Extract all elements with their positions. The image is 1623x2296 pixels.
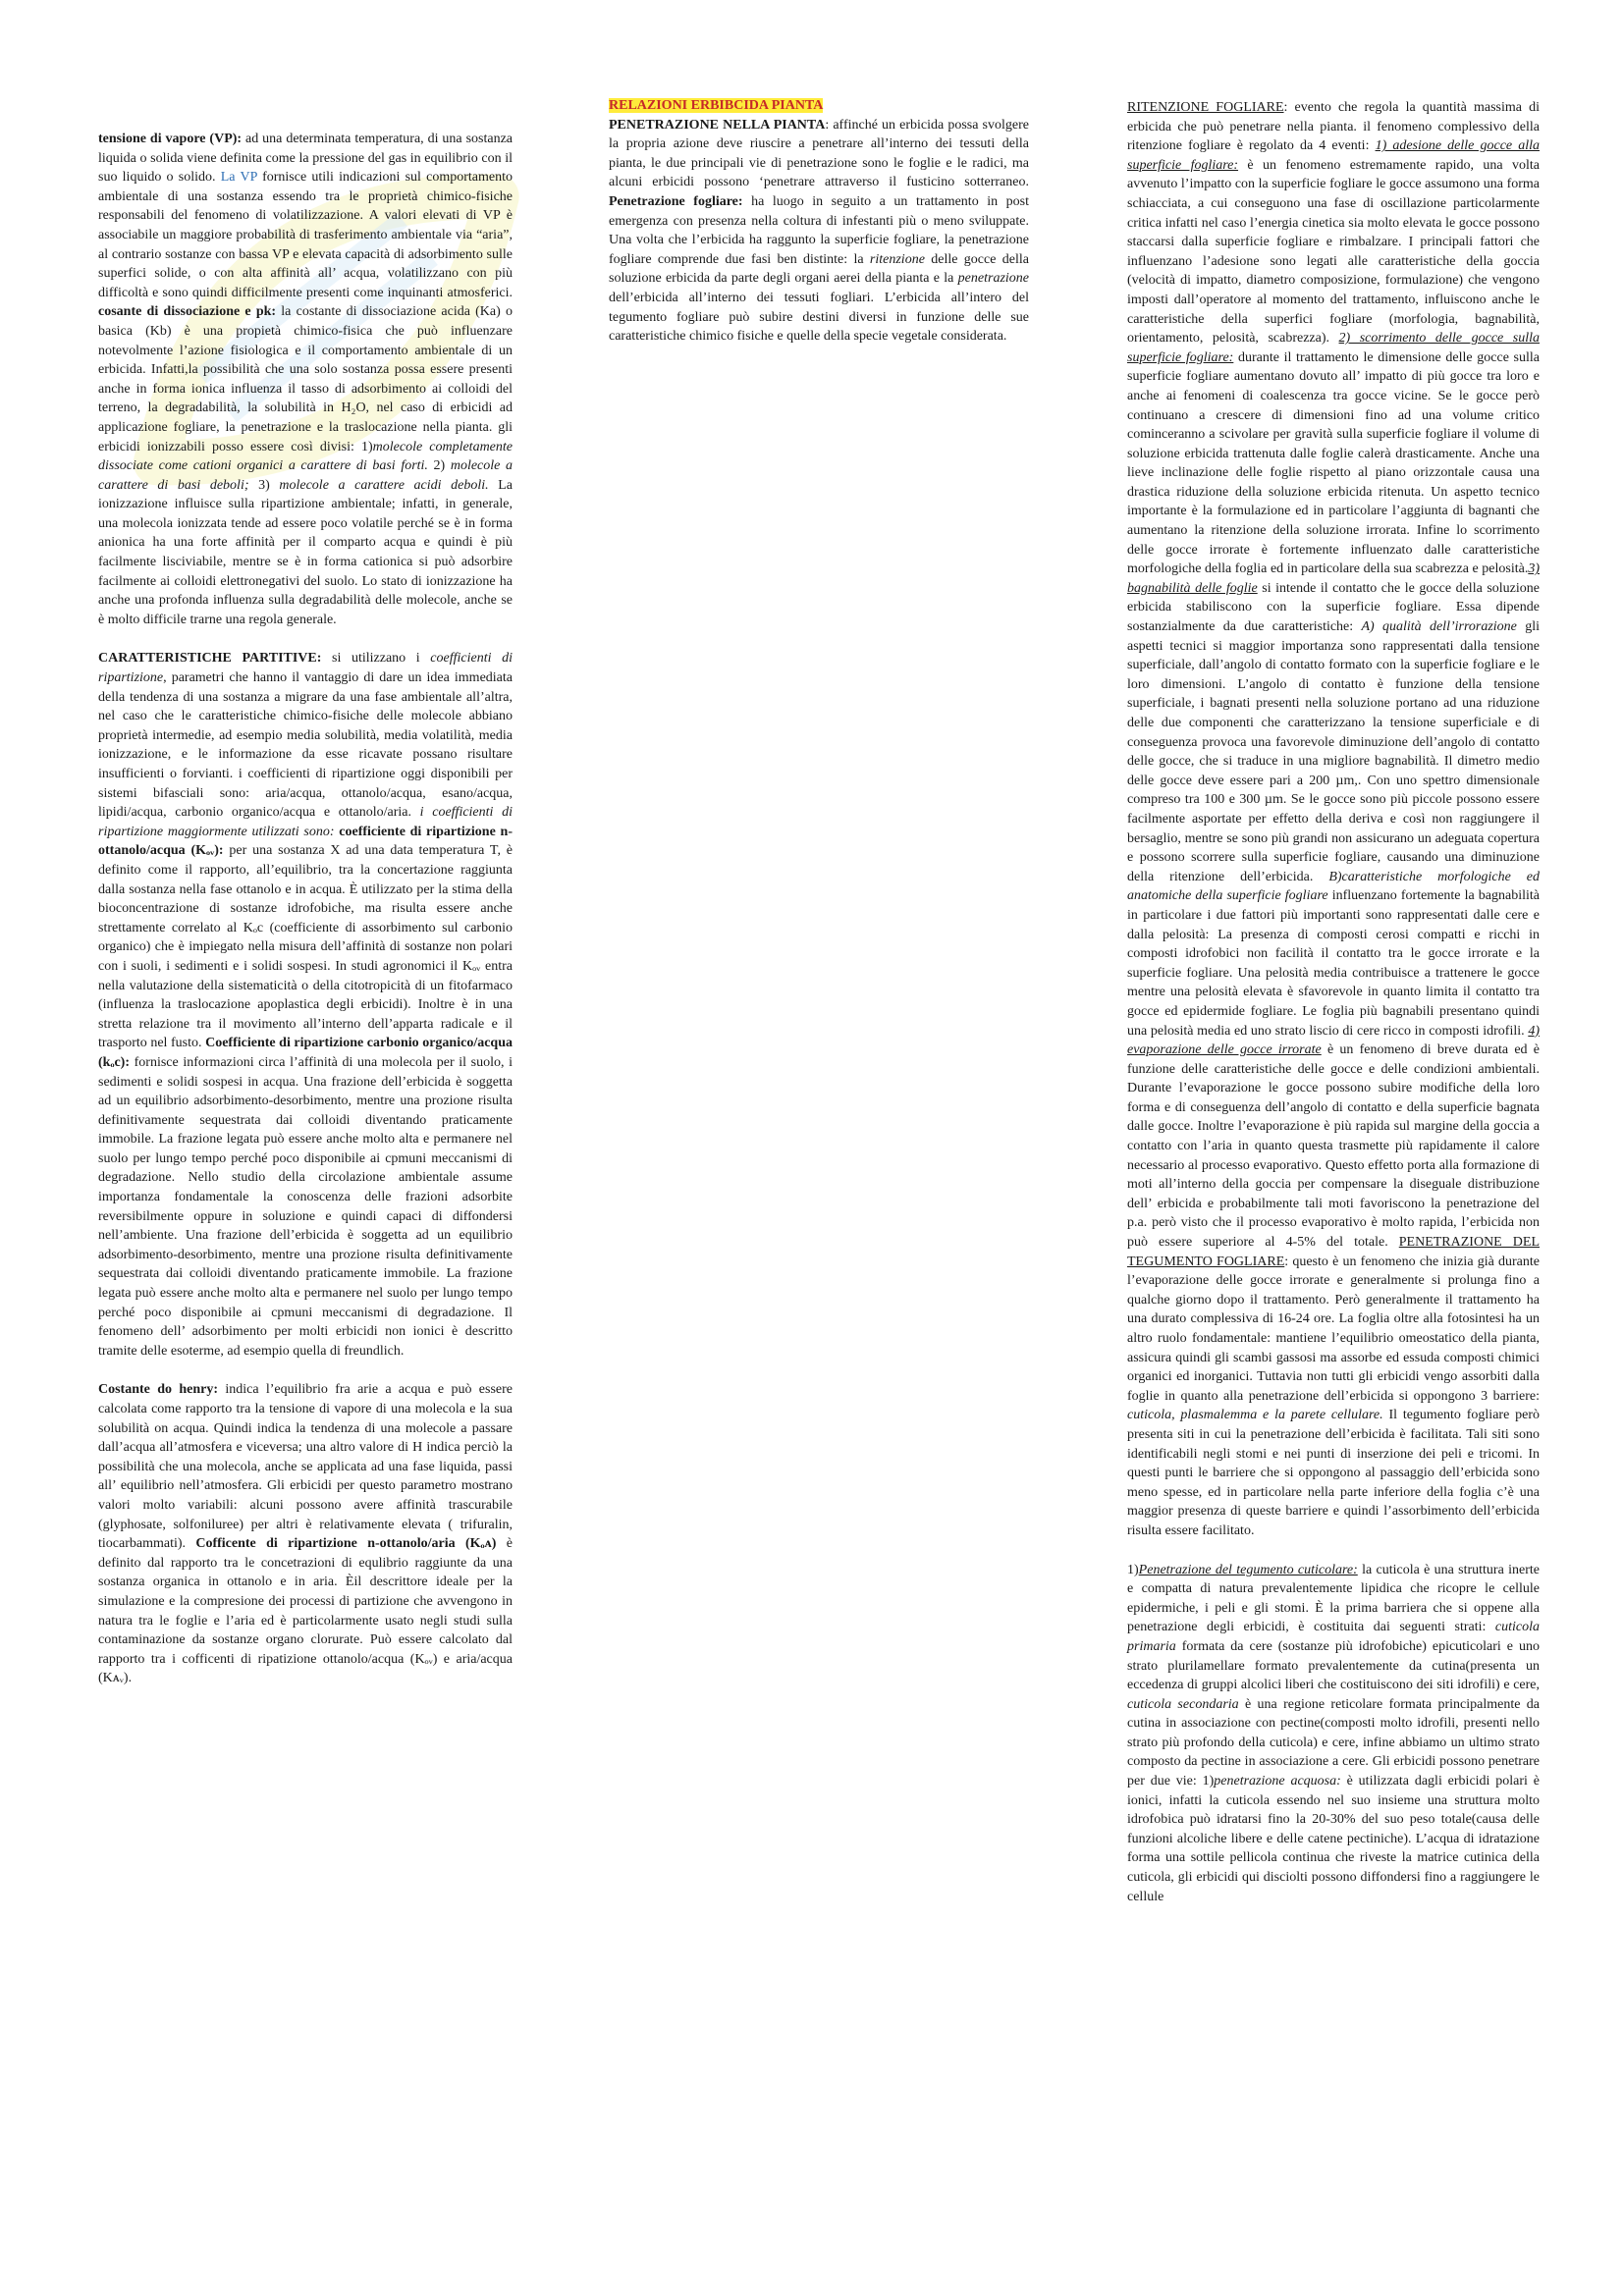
text-run: 3) — [248, 477, 280, 493]
text-run: 1) adesione delle gocce alla superficie fogliare: — [1127, 138, 1540, 173]
text-run: Penetrazione fogliare: — [609, 193, 743, 209]
text-run: fornisce utili indicazioni sul comportamento ambientale di una sostanza essendo tra le proprietà chimico-fisiche responsabili del fenomeno di volatilizzazione. A valori elevati di VP è associabile un maggiore probabilità di trasferimento ambientale via “aria”, al contrario sostanze con bassa VP e elevata capacità di adsorbimento sulle superfici solide, o con alta affinità all’ acqua, volatilizzano con più difficoltà e sono quindi difficilmente presenti come inquinanti atmosferici. — [98, 170, 513, 300]
text-run: per una sostanza X ad una data temperatura T, è definito come il rapporto, all’equilibrio, tra la concertazione raggiunta dalla sostanza nella fase ottanolo e in acqua. È utilizzato per la stima della bioconcentrazione di sostanze idrofobiche, ma risulta essere anche strettamente correlato al Kₒc (coefficiente di assorbimento sul carbonio organico) che è impiegato nella misura dell’affinità di sostanze non polari con i suoli, i sedimenti e i solidi sospesi. In studi agronomici il Kₒᵥ entra nella valutazione della sistematicità o della citotropicità di un fitofarmaco (influenza la traslocazione apoplastica degli erbicidi). Inoltre è in una stretta relazione tra il movimento all’interno dell’apparta radicale e il trasporto nel fusto. — [98, 843, 513, 1051]
text-run: La VP — [220, 170, 257, 186]
text-run: influenzano fortemente la bagnabilità in particolare i due fattori più importanti sono rappresentati dalle cere e dalla pelosità: La presenza di composti cerosi compatti e ricchi in composti idrofobici non facilità il contatto tra le gocce irrorate e la superficie fogliare. Una pelosità media contribuisce a trattenere le gocce mentre una pelosità elevata è sfavorevole in quanto limita il contatto tra gocce ed epidermide fogliare. Le foglia più bagnabili presentano quindi una pelosità media ed uno strato liscio di cere ricco in composti idrofili. — [1127, 888, 1540, 1039]
text-run: è un fenomeno estremamente rapido, una volta avvenuto l’impatto con la superficie fogliare le gocce assumono una forma schiacciata, a cui conseguono una fase di oscillazione particolarmente critica infatti nel caso l’energia cinetica sia molto elevata le gocce possono staccarsi dalla superficie fogliare e rimbalzare. I principali fattori che influenzano l’adesione sono legati alle caratteristiche della goccia (velocità di impatto, diametro composizione, formulazione) che vengono imposti dall’operatore al momento del trattamento, influiscono anche le caratteristiche della superfici fogliare (morfologia, bagnabilità, orientamento, pelosità, scabrezza). — [1127, 157, 1540, 347]
text-run: 3) bagnabilità delle foglie — [1127, 561, 1540, 596]
text-run: Coefficiente di ripartizione carbonio organico/acqua (kₒc): — [98, 1036, 514, 1070]
text-run: la cuticola è una struttura inerte e compatta di natura prevalentemente lipidica che ricopre le cellule epidermiche, i peli e gli stomi. È la prima barriera che si oppene alla penetrazione degli erbicidi, è costituita dai seguenti strati: — [1127, 1562, 1540, 1635]
text-run: i coefficienti di ripartizione maggiormente utilizzati sono: — [98, 805, 513, 839]
text-run: ad una determinata temperatura, di una sostanza liquida o solida viene definita come la pressione del gas in equilibrio con il suo liquido o solido. — [98, 132, 513, 186]
paragraph-leaf-retention — [1127, 98, 1540, 1541]
text-run: si utilizzano i — [321, 651, 431, 667]
text-run: la costante di dissociazione acida (Ka) o basica (Kb) è una propietà chimico-fisica che può influenzare notevolmente l’azione fisiologica e il comportamento ambientale di un erbicida. Infatti,la possibilità che una solo sostanza possa essere presenti anche in forma ionica influenza il tasso di adsorbimento ai colloidi del terreno, la degradabilità, la solubilità in H₂O, nel caso di erbicidi ad applicazione fogliare, la penetrazione e la traslocazione nella pianta. gli erbicidi ionizzabili posso essere così divisi: 1) — [98, 304, 514, 454]
text-run: molecole a carattere acidi deboli. — [279, 477, 489, 493]
text-run: 1) — [1127, 1562, 1139, 1577]
text-run: formata da cere (sostanze più idrofobiche) epicuticolari e uno strato plurilamellare formato prevalentemente da cutina(presenta un eccedenza di gruppi alcolici liberi che costituiscono dei siti idrofili) e cere, — [1127, 1638, 1540, 1693]
text-run: è una regione reticolare formata principalmente da cutina in associazione con pectine(composti molto idrofili, presenti nello strato più profondo della cuticola) e cere, infine abbiamo un ultimo strato composto da pectine in associazione a cere. Gli erbicidi possono penetrare per due vie: 1) — [1127, 1696, 1541, 1789]
paragraph-plant-penetration — [609, 116, 1029, 347]
text-run: PENETRAZIONE DEL TEGUMENTO FOGLIARE — [1127, 1235, 1540, 1269]
text-run: cuticola, plasmalemma e la parete cellulare. — [1127, 1408, 1383, 1423]
text-run: Cofficente di ripartizione n-ottanolo/aria (Kₒᴀ) — [195, 1536, 497, 1552]
text-run: , parametri che hanno il vantaggio di dare un idea immediata della tendenza di una sostanza a migrare da una fase ambientale all’altra, nel caso che le caratteristiche chimico-fisiche delle molecole abbiano proprietà intermedie, ad esempio media solubilità, media volatilità, media ionizzazione, e le informazione da esse ricavate possano risultare insufficienti o forvianti. i coefficienti di ripartizione oggi disponibili per sistemi bifasciali sono: aria/acqua, ottanolo/acqua, esano/acqua, lipidi/acqua, carbonio organico/acqua e ottanolo/aria. — [98, 670, 513, 821]
text-run: 2) scorrimento delle gocce sulla superficie fogliare: — [1127, 331, 1541, 365]
text-run: cuticola primaria — [1127, 1620, 1540, 1654]
text-run: penetrazione acquosa: — [1214, 1774, 1341, 1789]
paragraph-vapour-pressure — [98, 130, 513, 629]
text-run: Costante do henry: — [98, 1382, 218, 1398]
text-run: si intende il contatto che le gocce della soluzione erbicida stabiliscono con la superficie fogliare. Essa dipende sostanzialmente da due caratteristiche: — [1127, 580, 1540, 635]
column-right — [1127, 98, 1540, 1906]
text-run: cosante di dissociazione e pk: — [98, 304, 277, 320]
paragraph-henry — [98, 1380, 513, 1688]
text-run: gli aspetti tecnici si maggior importanza sono rappresentati dalla tensione superficiale, dall’angolo di contatto formato con la superficie fogliare e le loro dimensioni. L’angolo di contatto è funzione della tensione superficiale, i bagnati presenti nella soluzione portano ad una riduzione delle due componenti che caratterizzano la tensione superficiale e di conseguenza provoca una favorevole diminuzione dell’angolo di contatto delle gocce, che si traduce in una migliore bagnabilità. Il dimetro medio delle gocce deve essere pari a 200 µm,. Con uno spettro dimensionale compreso tra 100 e 300 µm. Se le gocce sono più piccole possono essere facilmente asportate per effetto della deriva e così non raggiungere il bersaglio, mentre se sono più grandi non assicurano un adeguata copertura e possono scorrere sulla superficie fogliare, causando una diminuzione della ritenzione dell’erbicida. — [1127, 619, 1540, 884]
text-run: molecole completamente dissociate come cationi organici a carattere di basi forti. — [98, 439, 513, 474]
text-run: molecole a carattere di basi deboli; — [98, 458, 513, 493]
text-run: : affinché un erbicida possa svolgere la propria azione deve riuscire a penetrare all’interno dei tessuti della pianta, le due principali vie di penetrazione sono le foglie e le radici, ma alcuni erbicidi possono ‘penetrare attraverso il fusticino sotterraneo. — [609, 117, 1029, 190]
text-run: è utilizzata dagli erbicidi polari è ionici, infatti la cuticola essendo nel suo insieme una struttura molto idrofobica può idratarsi fino la 20-30% del suo peso totale(causa delle funzioni alcoliche libere e delle catene pectiniche). L’acqua di idratazione forma una sottile pellicola continua che riveste la matrice cutinica della cuticola, gli erbicidi qui disciolti possono diffondersi fino a raggiungere le cellule — [1127, 1774, 1540, 1904]
text-run: RITENZIONE FOGLIARE — [1127, 100, 1284, 115]
text-run: tensione di vapore (VP): — [98, 132, 243, 146]
text-run: ritenzione — [869, 251, 925, 267]
text-run: 4) evaporazione delle gocce irrorate — [1127, 1023, 1540, 1058]
column-middle — [609, 96, 1029, 347]
text-run: cuticola secondaria — [1127, 1696, 1239, 1712]
paragraph-cuticle-penetration — [1127, 1561, 1540, 1907]
text-run: è un fenomeno di breve durata ed è funzione delle caratteristiche delle gocce e delle condizioni ambientali. Durante l’evaporazione le gocce possono subire modifiche della loro forma e di conseguenza dell’angolo di contatto e della superficie bagnata dalle gocce. Inoltre l’evaporazione è più rapida sul margine della goccia a contatto con l’aria in quanto questa trasmette più rapidamente il calore necessario al processo evaporativo. Questo effetto porta alla formazione di moti all’interno della goccia per compensare la diseguale distribuzione dell’ erbicida e probabilmente tali moti favoriscono la penetrazione del p.a. però visto che il processo evaporativo è molto rapida, l’erbicida non può essere superiore al 4-5% del totale. — [1127, 1042, 1540, 1251]
text-run: coefficiente di ripartizione n-ottanolo/acqua (Kₒᵥ): — [98, 824, 513, 859]
text-run: Penetrazione del tegumento cuticolare: — [1138, 1562, 1358, 1577]
text-run: A) qualità dell’irrorazione — [1361, 619, 1517, 635]
text-run: CARATTERISTICHE PARTITIVE: — [98, 651, 322, 667]
text-run: La ionizzazione influisce sulla ripartizione ambientale; infatti, in generale, una molecola ionizzata tende ad essere poco volatile perché se è in forma anionica ha una forte affinità per il comparto acqua e quindi è più facilmente lisciviabile, mentre se è in forma cationica si può adsorbire facilmente ai colloidi elettronegativi del suolo. Lo stato di ionizzazione ha anche una profonda influenza sulla degradabilità delle molecole, anche se è molto difficile trarne una regola generale. — [98, 477, 513, 627]
text-run: è definito dal rapporto tra le concetrazioni di equlibrio raggiunte da una sostanza organica in ottanolo e in aria. Èil descrittore ideale per la simulazione e la compresione dei processi di partizione che avvengono in natura tra le foglie e l’aria ed è particolarmente usato negli studi sulla contaminazione da sostanze organo clorurate. Può essere calcolato dal rapporto tra i cofficenti di ripatizione ottanolo/acqua (Kₒᵥ) e aria/acqua (Kᴀᵥ). — [98, 1536, 513, 1686]
text-run: 2) — [427, 458, 451, 474]
text-run: Il tegumento fogliare però presenta siti in cui la penetrazione dell’erbicida è facilitata. Tali siti sono identificabili negli stomi e nei punti di inserzione dei peli e tricomi. In questi punti le barriere che si oppongono al passaggio dell’erbicida sono meno spesse, ed in particolare nella parte inferiore della foglia c’è una maggior presenza di queste barriere e quindi l’assorbimento dell’erbicida risulta essere facilitato. — [1127, 1408, 1540, 1538]
text-run: PENETRAZIONE NELLA PIANTA — [609, 117, 826, 133]
text-run: : evento che regola la quantità massima di erbicida che può penetrare nella pianta. il fenomeno complessivo della ritenzione fogliare è regolato da 4 eventi: — [1127, 100, 1540, 154]
text-run: indica l’equilibrio fra arie a acqua e può essere calcolata come rapporto tra la tensione di vapore di una molecola e la sua solubilità on acqua. Quindi indica la tendenza di una molecole a passare dall’acqua all’atmosfera e viceversa; una altro valore di H indica perciò la possibilità che una molecola, anche se applicata ad una fase liquida, passi all’ equilibrio nell’atmosfera. Gli erbicidi per questo parametro mostrano valori molto variabili: alcuni possono avere affinità trascurabile (glyphosate, solfoniluree) per altri è relativamente elevata ( trifuralin, tiocarbammati). — [98, 1382, 513, 1552]
text-run: : questo è un fenomeno che inizia già durante l’evaporazione delle gocce irrorate e generalmente si prolunga fino a qualche giorno dopo il trattamento. Però generalmente il trattamento ha una durato complessiva di 16-24 ore. La foglia oltre alla fotosintesi ha un altro ruolo fondamentale: mantiene l’equilibrio omeostatico della pianta, assicura quindi gli scambi gassosi ma assorbe ed essuda composti chimici organici ed inorganici. Tuttavia non tutti gli erbicidi vengo assorbiti dalla foglie in quanto alla penetrazione dell’erbicida si oppongono 3 barriere: — [1127, 1254, 1540, 1404]
text-run: coefficienti di ripartizione — [98, 651, 513, 686]
column-left — [98, 130, 513, 1688]
text-run: B)caratteristiche morfologiche ed anatomiche della superficie fogliare — [1127, 869, 1540, 904]
section-heading: RELAZIONI ERBIBCIDA PIANTA — [609, 98, 824, 113]
text-run: penetrazione — [957, 271, 1029, 287]
text-run: durante il trattamento le dimensione delle gocce sulla superficie fogliare aumentano dovuto all’ impatto di più gocce tra loro e anche ai fenomeni di coalescenza tra gocce vicine. Se le gocce però continuano a crescere di dimensioni fino ad una volume critico cominceranno a scivolare per gravità sulla superficie fogliare il volume di soluzione erbicida trattenuta dalle foglie calerà drasticamente. Anche una lieve inclinazione delle foglie rispetto al piano orizzontale causa una drastica riduzione della soluzione erbicida ritenuta. Un aspetto tecnico importante è la formulazione ed in particolare l’aggiunta di bagnanti che aumentano la ritenzione della soluzione irrorata. Infine lo scorrimento delle gocce irrorate è fortemente influenzato dalle caratteristiche morfologiche della foglia ed in particolare della sua scabrezza e pelosità. — [1127, 349, 1541, 577]
text-run: fornisce informazioni circa l’affinità di una molecola per il suolo, i sedimenti e solidi sospesi in acqua. Una frazione dell’erbicida è soggetta ad un equilibrio adsorbimento-desorbimento, mentre una prozione risulta definitivamente sequestrata dai colloidi diventando praticamente immobile. La frazione legata può essere anche molto alta e permanere nel suolo per lungo tempo perché poco disponibile ai cpmuni meccanismi di degradazione. Nello studio della circolazione ambientale assume importanza fondamentale la conoscenza delle frazioni adsorbite reversibilmente oppure in soluzione e quindi capaci di diffondersi nell’ambiente. Una frazione dell’erbicida è soggetta ad un equilibrio adsorbimento-desorbimento, mentre una prozione risulta definitivamente sequestrata dai colloidi diventando praticamente immobile. La frazione legata può essere anche molto alta e permanere nel suolo per lungo tempo perché poco disponibile ai cpmuni meccanismi di degradazione. Il fenomeno dell’ adsorbimento per molti erbicidi non ionici è descritto tramite delle esoterme, ad esempio quella di freundlich. — [98, 1054, 513, 1359]
text-run: dell’erbicida all’interno dei tessuti fogliari. L’erbicida all’intero del tegumento fogliare può subire destini diversi in funzione delle sue caratteristiche chimico fisiche e quelle della specie vegetale considerata. — [609, 290, 1029, 345]
paragraph-partition — [98, 649, 513, 1361]
text-run: ha luogo in seguito a un trattamento in post emergenza con presenza nella coltura di infestanti più o meno sviluppate. Una volta che l’erbicida ha raggunto la superficie fogliare, la penetrazione fogliare comprende due fasi ben distinte: la — [609, 193, 1029, 267]
text-run: delle gocce della soluzione erbicida da parte degli organi aerei della pianta e la — [609, 251, 1029, 287]
